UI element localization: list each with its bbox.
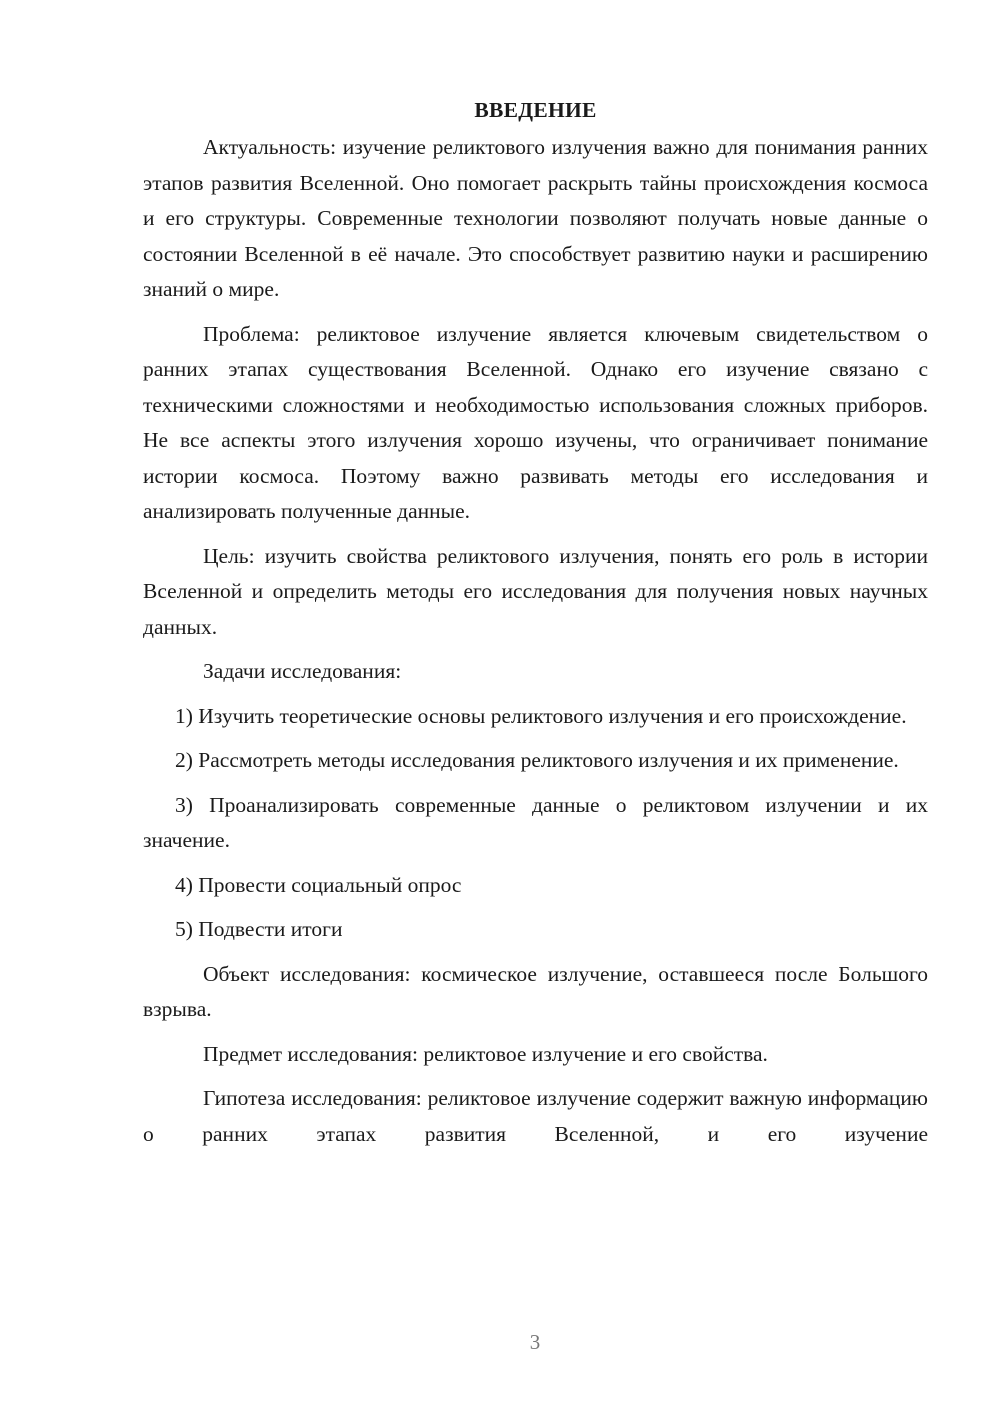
- paragraph-problem: Проблема: реликтовое излучение является ключевым свидетельством о ранних этапах существования Вселенной. Однако его изучение связано с техническими сложностями и необходимостью использования сложных приборов. Не все аспекты этого излучения хорошо изучены, что ограничивает понимание истории космоса. Поэтому важно развивать методы его исследования и анализировать полученные данные.: [143, 321, 928, 523]
- task-item-2: 2) Рассмотреть методы исследования реликтового излучения и их применение.: [175, 748, 899, 772]
- task-item-3: 3) Проанализировать современные данные о реликтовом излучении и их значение.: [143, 792, 928, 852]
- task-item-4: 4) Провести социальный опрос: [175, 872, 462, 897]
- paragraph-relevance: Актуальность: изучение реликтового излучения важно для понимания ранних этапов развития Вселенной. Оно помогает раскрыть тайны происхождения космоса и его структуры. Современные технологии позволяют получать новые данные о состоянии Вселенной в её начале. Это способствует развитию науки и расширению знаний о мире.: [143, 135, 928, 301]
- page-title: ВВЕДЕНИЕ: [474, 98, 597, 122]
- task-item-1: 1) Изучить теоретические основы реликтового излучения и его происхождение.: [175, 703, 907, 728]
- paragraph-subject: Предмет исследования: реликтовое излучение и его свойства.: [203, 1041, 768, 1066]
- paragraph-hypothesis: Гипотеза исследования: реликтовое излучение содержит важную информацию о ранних этапах развития Вселенной, и его изучение: [143, 1086, 928, 1146]
- paragraph-goal: Цель: изучить свойства реликтового излучения, понять его роль в истории Вселенной и определить методы его исследования для получения новых научных данных.: [143, 543, 928, 639]
- document-page: [143, 92, 928, 1161]
- paragraph-object: Объект исследования: космическое излучение, оставшееся после Большого взрыва.: [143, 961, 928, 1021]
- page-number: 3: [529, 1330, 541, 1354]
- task-item-5: 5) Подвести итоги: [175, 917, 343, 941]
- tasks-heading: Задачи исследования:: [203, 659, 402, 683]
